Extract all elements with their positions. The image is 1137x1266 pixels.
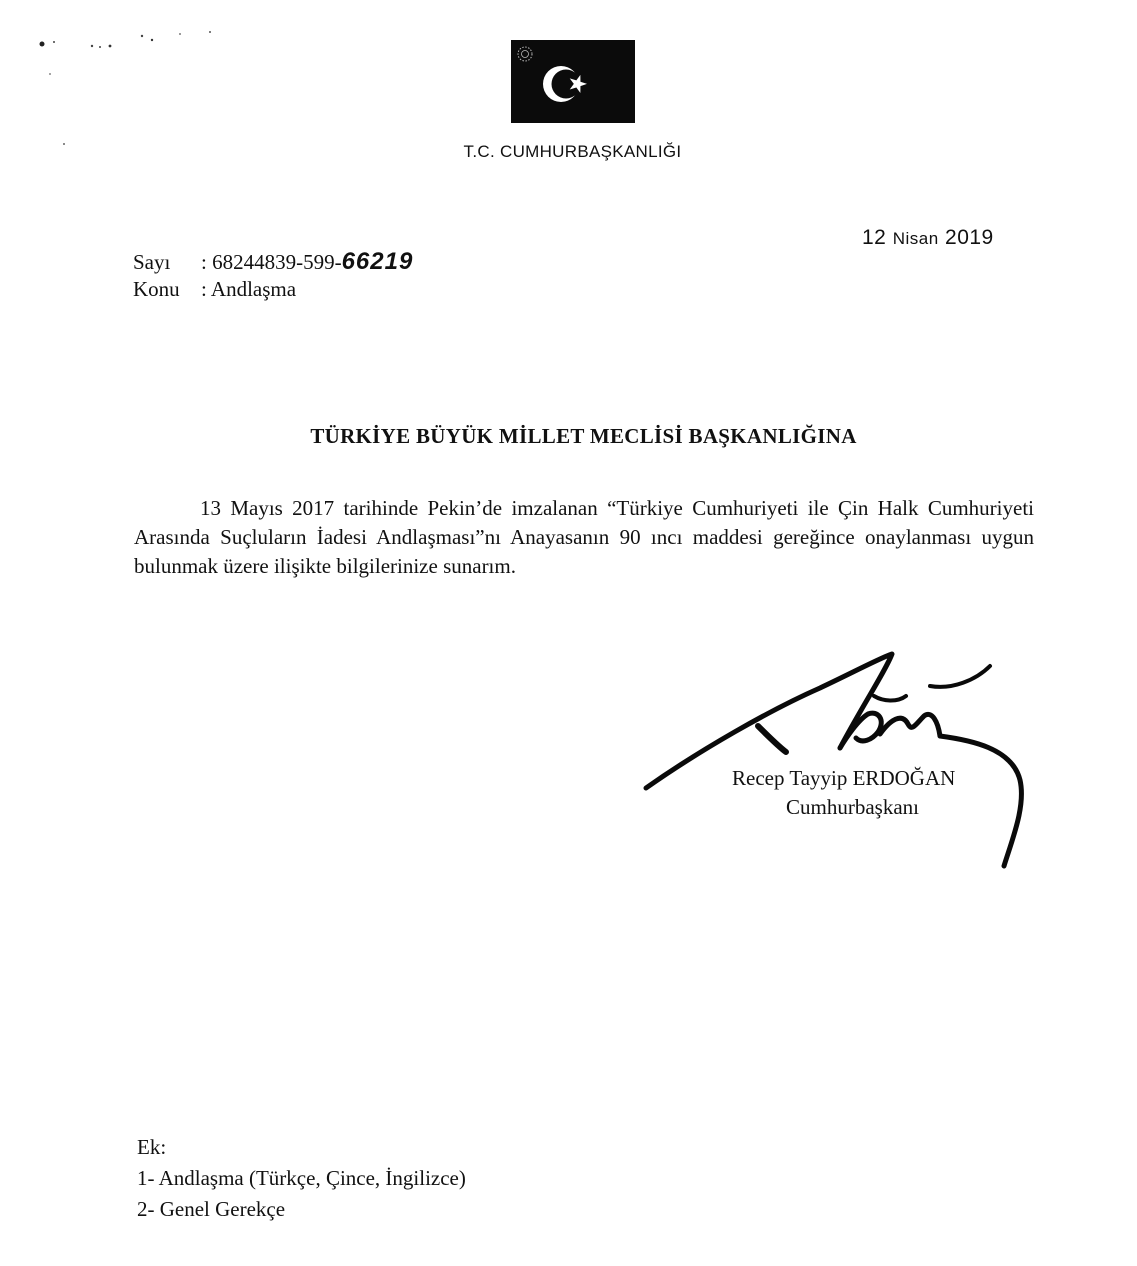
handwritten-signature [640,640,1040,880]
date-day: 12 [862,226,887,249]
signer-block [732,764,955,822]
date-month: Nisan [892,229,939,248]
date-stamp [862,226,994,250]
attachment-item: 1- Andlaşma (Türkçe, Çince, İngilizce) [137,1166,466,1190]
scan-specks [30,22,230,152]
signer-title: Cumhurbaşkanı [786,795,919,819]
reference-number: : 68244839-599- [201,250,342,274]
state-emblem [511,40,635,123]
reference-label: Sayı [133,250,171,274]
institution-name: T.C. CUMHURBAŞKANLIĞI [463,142,682,161]
subject-value: : Andlaşma [201,277,297,301]
attachments-heading: Ek: [137,1135,167,1159]
attachments-list [137,1132,466,1225]
letter-body: 13 Mayıs 2017 tarihinde Pekin’de imzalanan “Türkiye Cumhuriyeti ile Çin Halk Cumhuriyeti Arasında Suçluların İadesi Andlaşması”nı Anayasanın 90 ıncı maddesi gereğince onaylanması uygun bulunmak üzere ilişikte bilgilerinize sunarım. [134,496,1034,578]
subject-label: Konu [133,277,180,301]
attachment-item: 2- Genel Gerekçe [137,1197,286,1221]
subject-row [133,277,296,302]
reference-stamp-number: 66219 [341,248,414,275]
addressee-heading: TÜRKİYE BÜYÜK MİLLET MECLİSİ BAŞKANLIĞINA [310,424,857,448]
reference-number-row [133,248,413,276]
date-year: 2019 [945,226,994,249]
signer-name: Recep Tayyip ERDOĞAN [732,766,956,790]
